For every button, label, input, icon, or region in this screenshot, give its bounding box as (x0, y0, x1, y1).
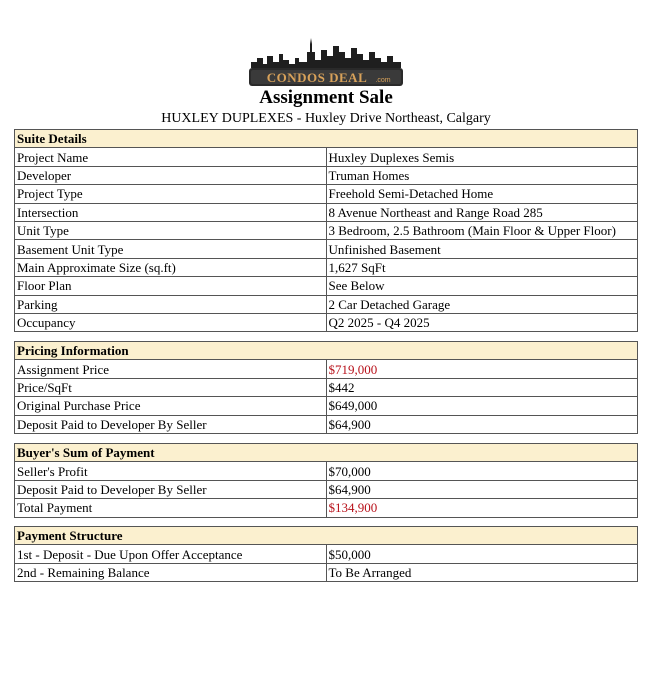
city-skyline-icon (247, 38, 405, 88)
row-value: $719,000 (326, 360, 638, 378)
row-value: 8 Avenue Northeast and Range Road 285 (326, 203, 638, 221)
table-row (15, 499, 638, 517)
table-row (15, 295, 638, 313)
row-label: Project Name (15, 148, 327, 166)
table-row (15, 148, 638, 166)
row-label: Unit Type (15, 221, 327, 239)
table-row (15, 360, 638, 378)
row-label: Total Payment (15, 499, 327, 517)
section-table (14, 129, 638, 332)
logo-text: CONDOS DEAL (266, 70, 368, 85)
section-table (14, 443, 638, 518)
table-row (15, 480, 638, 498)
section-heading: Buyer's Sum of Payment (15, 444, 638, 462)
row-label: Occupancy (15, 313, 327, 331)
row-value: $64,900 (326, 480, 638, 498)
section-header-row (15, 342, 638, 360)
table-row (15, 397, 638, 415)
page-subtitle: HUXLEY DUPLEXES - Huxley Drive Northeast, Calgary (161, 111, 491, 126)
section-heading: Suite Details (15, 130, 638, 148)
table-row (15, 378, 638, 396)
row-label: Developer (15, 166, 327, 184)
row-value: $70,000 (326, 462, 638, 480)
row-label: Deposit Paid to Developer By Seller (15, 480, 327, 498)
row-value: See Below (326, 277, 638, 295)
table-row (15, 277, 638, 295)
section-heading: Payment Structure (15, 527, 638, 545)
row-label: Basement Unit Type (15, 240, 327, 258)
row-value: $134,900 (326, 499, 638, 517)
row-value: $649,000 (326, 397, 638, 415)
table-row (15, 313, 638, 331)
section-table (14, 526, 638, 582)
row-label: Intersection (15, 203, 327, 221)
row-label: 1st - Deposit - Due Upon Offer Acceptance (15, 545, 327, 563)
row-value: Truman Homes (326, 166, 638, 184)
table-row (15, 415, 638, 433)
row-label: Project Type (15, 185, 327, 203)
row-value: Unfinished Basement (326, 240, 638, 258)
row-label: Price/SqFt (15, 378, 327, 396)
row-value: $64,900 (326, 415, 638, 433)
row-value: 1,627 SqFt (326, 258, 638, 276)
row-label: Original Purchase Price (15, 397, 327, 415)
table-row (15, 185, 638, 203)
section-header-row (15, 130, 638, 148)
table-row (15, 240, 638, 258)
row-label: Main Approximate Size (sq.ft) (15, 258, 327, 276)
logo-suffix: .com (375, 77, 391, 84)
section-header-row (15, 527, 638, 545)
row-label: 2nd - Remaining Balance (15, 563, 327, 581)
row-value: 3 Bedroom, 2.5 Bathroom (Main Floor & Upper Floor) (326, 221, 638, 239)
row-label: Seller's Profit (15, 462, 327, 480)
table-row (15, 203, 638, 221)
section-heading: Pricing Information (15, 342, 638, 360)
row-label: Parking (15, 295, 327, 313)
table-row (15, 563, 638, 581)
row-value: 2 Car Detached Garage (326, 295, 638, 313)
row-value: Huxley Duplexes Semis (326, 148, 638, 166)
table-row (15, 221, 638, 239)
row-value: Freehold Semi-Detached Home (326, 185, 638, 203)
row-value: $442 (326, 378, 638, 396)
row-value: To Be Arranged (326, 563, 638, 581)
table-row (15, 545, 638, 563)
table-row (15, 166, 638, 184)
section-table (14, 341, 638, 434)
row-value: Q2 2025 - Q4 2025 (326, 313, 638, 331)
table-row (15, 258, 638, 276)
table-row (15, 462, 638, 480)
row-label: Deposit Paid to Developer By Seller (15, 415, 327, 433)
row-value: $50,000 (326, 545, 638, 563)
row-label: Floor Plan (15, 277, 327, 295)
condos-deal-logo (247, 38, 405, 88)
row-label: Assignment Price (15, 360, 327, 378)
section-header-row (15, 444, 638, 462)
page-title: Assignment Sale (259, 87, 393, 108)
